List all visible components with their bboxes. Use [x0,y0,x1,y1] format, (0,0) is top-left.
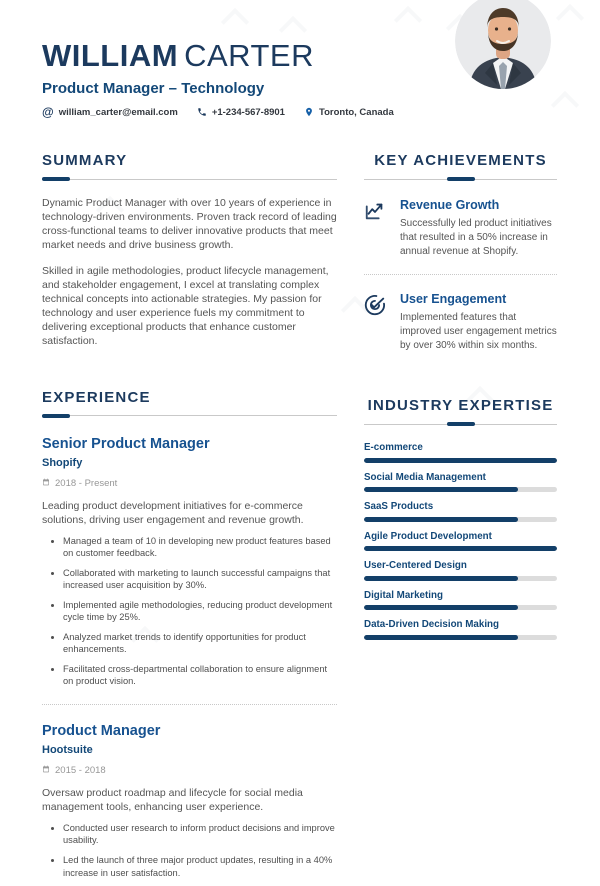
trend-up-chart-icon [364,198,387,260]
header [42,0,557,118]
skill-bar-track [364,605,557,610]
summary-heading: SUMMARY [42,152,128,169]
headline: Product Manager – Technology [42,80,265,97]
job-description: Oversaw product roadmap and lifecycle for social media management tools, enhancing user experience. [42,786,303,814]
achievement-content [400,292,557,354]
skill-row [364,560,557,581]
job-dates-text: 2018 - Present [55,477,118,489]
achievement-text: Successfully led product initiatives that resulted in a 50% increase in annual revenue at Shopify. [400,218,552,258]
job-title: Product Manager [42,722,161,739]
content-columns [42,152,557,886]
job-title: Senior Product Manager [42,435,210,452]
bullet-item: • Collaborated with marketing to launch successful campaigns that increased user acquisition by 30%. [63,567,337,592]
bullet-item: • Conducted user research to inform product decisions and improve usability. [63,822,337,847]
expertise-section [364,397,557,640]
skill-bar-fill [364,635,518,640]
job-bullets [42,822,337,879]
skill-label: E-commerce [364,442,423,454]
skill-label: Digital Marketing [364,589,443,601]
location-pin-icon [304,106,314,118]
skill-label: User-Centered Design [364,560,467,572]
job-dates [42,478,337,489]
achievement-item [364,181,557,260]
job-company: Shopify [42,456,83,469]
skill-label: SaaS Products [364,501,434,513]
experience-section [42,389,337,880]
skill-bar-track [364,576,557,581]
skill-row [364,619,557,640]
skill-bar-fill [364,517,518,522]
section-divider [42,414,337,418]
skill-bar-fill [364,546,557,551]
skill-row [364,501,557,522]
contact-phone [197,107,285,118]
achievement-title: User Engagement [400,291,507,306]
job-entry [42,704,337,879]
experience-heading: EXPERIENCE [42,388,151,406]
skill-bar-track [364,546,557,551]
achievement-item [364,274,557,354]
avatar [455,0,551,89]
skill-bar-fill [364,576,518,581]
achievements-heading: KEY ACHIEVEMENTS [374,152,547,169]
skill-bar-fill [364,458,557,463]
skills-list [364,442,557,640]
achievement-title: Revenue Growth [400,198,500,212]
right-column [364,152,557,886]
section-divider [42,177,337,181]
skill-label: Social Media Management [364,471,486,483]
summary-text [42,197,337,349]
contact-location [304,106,394,118]
section-divider [364,422,557,426]
job-dates [42,765,337,776]
watermark-chevron [556,4,584,32]
email-text: william_carter@email.com [58,106,178,118]
skill-label: Agile Product Development [364,530,492,542]
summary-paragraph: Dynamic Product Manager with over 10 years of experience in technology-driven environments. Proven track record of leading cross-functional teams to deliver innovative products that meet market needs and drive business growth. [42,197,337,251]
skill-bar-fill [364,487,518,492]
location-text: Toronto, Canada [318,106,394,118]
job-company: Hootsuite [42,743,93,756]
calendar-icon [42,765,50,776]
skill-bar-track [364,458,557,463]
email-icon: @ [42,105,54,119]
phone-text: +1-234-567-8901 [211,106,285,118]
achievement-content [400,198,557,260]
skill-label: Data-Driven Decision Making [364,619,500,631]
bullet-item: • Implemented agile methodologies, reducing product development cycle time by 25%. [63,599,337,624]
job-bullets [42,535,337,688]
left-column [42,152,337,886]
phone-icon [197,107,207,117]
last-name: CARTER [184,38,314,73]
first-name: WILLIAM [42,38,179,73]
achievements-section [364,152,557,353]
calendar-icon [42,478,50,489]
contact-email [42,106,178,118]
target-check-icon [364,292,387,354]
skill-bar-track [364,487,557,492]
skill-bar-track [364,635,557,640]
summary-paragraph: Skilled in agile methodologies, product lifecycle management, and stakeholder engagement, I excel at translating complex technical concepts into actionable strategies. My passion for technology and user experience fuels my commitment to delivering exceptional products that enhance customer satisfaction. [42,264,329,347]
achievement-text: Implemented features that improved user engagement metrics by over 30% within six months. [400,311,557,351]
skill-bar-fill [364,605,518,610]
skill-row [364,442,557,463]
summary-section [42,152,337,349]
skill-row [364,472,557,493]
bullet-item: • Managed a team of 10 in developing new product features based on customer feedback. [63,535,337,560]
profile-photo [455,0,551,89]
expertise-heading: INDUSTRY EXPERTISE [367,397,554,415]
section-divider [364,177,557,181]
bullet-item: • Analyzed market trends to identify opportunities for product enhancements. [63,631,337,656]
skill-bar-track [364,517,557,522]
skill-row [364,590,557,611]
skill-row [364,531,557,552]
job-entry [42,418,337,688]
bullet-item: • Facilitated cross-departmental collaboration to ensure alignment on product vision. [63,663,337,688]
job-description: Leading product development initiatives for e-commerce solutions, driving user engagement and revenue growth. [42,499,304,527]
bullet-item: • Led the launch of three major product updates, resulting in a 40% increase in user satisfaction. [63,854,337,879]
contact-row [42,106,557,118]
job-dates-text: 2015 - 2018 [55,764,106,776]
